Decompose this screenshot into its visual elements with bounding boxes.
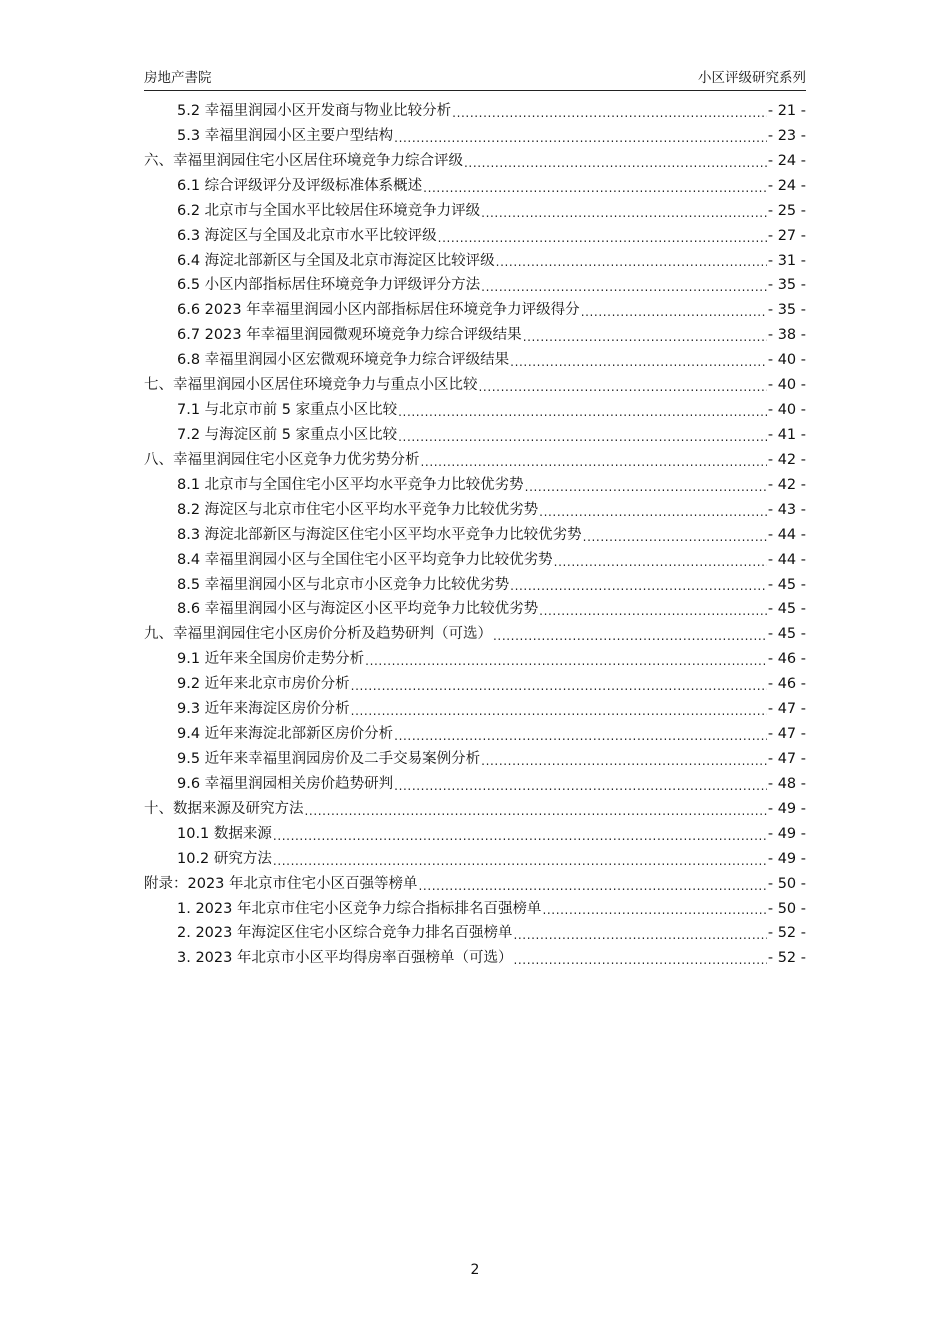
toc-entry-title: 附录：2023 年北京市住宅小区百强等榜单 (144, 875, 418, 892)
toc-entry-page: - 49 - (767, 825, 806, 842)
toc-leader-dots (510, 348, 767, 373)
toc-entry-title: 9.3 近年来海淀区房价分析 (177, 701, 350, 718)
toc-entry[interactable] (144, 199, 806, 224)
toc-entry-page: - 27 - (767, 227, 806, 244)
toc-entry-page: - 46 - (767, 676, 806, 693)
toc-entry[interactable] (144, 697, 806, 722)
toc-entry-title: 6.1 综合评级评分及评级标准体系概述 (177, 177, 423, 194)
toc-entry-page: - 42 - (767, 476, 806, 493)
toc-entry[interactable] (144, 772, 806, 797)
toc-entry-title: 六、幸福里润园住宅小区居住环境竞争力综合评级 (144, 152, 463, 169)
toc-entry-title: 八、幸福里润园住宅小区竞争力优劣势分析 (144, 451, 420, 468)
toc-entry-title: 5.3 幸福里润园小区主要户型结构 (177, 127, 394, 144)
toc-entry-title: 5.2 幸福里润园小区开发商与物业比较分析 (177, 103, 452, 119)
toc-entry-title: 2. 2023 年海淀区住宅小区综合竞争力排名百强榜单 (177, 925, 513, 942)
toc-entry-page: - 24 - (767, 177, 806, 194)
toc-leader-dots (513, 946, 766, 971)
toc-entry-page: - 44 - (767, 526, 806, 543)
toc-entry-page: - 40 - (767, 352, 806, 369)
page-number: 2 (470, 1262, 480, 1278)
toc-entry[interactable] (144, 872, 806, 897)
toc-entry-page: - 42 - (767, 451, 806, 468)
toc-entry[interactable] (144, 124, 806, 149)
toc-leader-dots (394, 722, 767, 747)
toc-entry-page: - 52 - (767, 950, 806, 967)
toc-leader-dots (464, 149, 767, 174)
toc-entry[interactable] (144, 548, 806, 573)
toc-entry-page: - 31 - (767, 252, 806, 269)
header-series: 小区评级研究系列 (698, 70, 806, 86)
toc-leader-dots (351, 697, 767, 722)
toc-leader-dots (583, 523, 767, 548)
toc-entry-page: - 46 - (767, 651, 806, 668)
toc-entry-title: 6.4 海淀北部新区与全国及北京市海淀区比较评级 (177, 252, 495, 269)
toc-entry-page: - 21 - (767, 103, 806, 119)
toc-leader-dots (479, 373, 767, 398)
toc-entry-title: 十、数据来源及研究方法 (144, 800, 304, 817)
toc-leader-dots (539, 498, 767, 523)
toc-entry[interactable] (144, 523, 806, 548)
toc-entry-title: 6.5 小区内部指标居住环境竞争力评级评分方法 (177, 277, 481, 294)
toc-entry-title: 6.7 2023 年幸福里润园微观环境竞争力综合评级结果 (177, 327, 522, 344)
toc-entry-page: - 44 - (767, 551, 806, 568)
toc-entry[interactable] (144, 847, 806, 872)
page-header (144, 66, 806, 91)
table-of-contents (144, 99, 806, 971)
toc-entry-page: - 48 - (767, 775, 806, 792)
toc-entry-title: 九、幸福里润园住宅小区房价分析及趋势研判（可选） (144, 626, 492, 643)
toc-entry[interactable] (144, 897, 806, 922)
toc-leader-dots (525, 473, 767, 498)
toc-entry[interactable] (144, 174, 806, 199)
toc-entry-title: 9.2 近年来北京市房价分析 (177, 676, 350, 693)
toc-entry[interactable] (144, 672, 806, 697)
toc-entry[interactable] (144, 224, 806, 249)
toc-entry[interactable] (144, 99, 806, 124)
toc-entry-title: 9.4 近年来海淀北部新区房价分析 (177, 726, 394, 743)
toc-leader-dots (394, 772, 767, 797)
toc-entry[interactable] (144, 622, 806, 647)
toc-entry[interactable] (144, 473, 806, 498)
toc-entry[interactable] (144, 323, 806, 348)
toc-entry[interactable] (144, 373, 806, 398)
toc-leader-dots (421, 448, 767, 473)
toc-entry-title: 9.1 近年来全国房价走势分析 (177, 651, 365, 668)
toc-entry[interactable] (144, 921, 806, 946)
toc-entry-page: - 45 - (767, 626, 806, 643)
toc-entry-title: 8.6 幸福里润园小区与海淀区小区平均竞争力比较优劣势 (177, 601, 539, 618)
toc-leader-dots (542, 897, 766, 922)
toc-entry[interactable] (144, 423, 806, 448)
toc-entry-title: 8.1 北京市与全国住宅小区平均水平竞争力比较优劣势 (177, 476, 524, 493)
toc-leader-dots (305, 797, 767, 822)
toc-entry[interactable] (144, 149, 806, 174)
toc-entry[interactable] (144, 597, 806, 622)
toc-leader-dots (351, 672, 767, 697)
toc-entry-page: - 38 - (767, 327, 806, 344)
header-publisher: 房地产書院 (144, 70, 212, 86)
toc-entry-title: 3. 2023 年北京市小区平均得房率百强榜单（可选） (177, 950, 513, 967)
toc-entry-title: 7.2 与海淀区前 5 家重点小区比较 (177, 426, 398, 443)
toc-leader-dots (539, 597, 767, 622)
toc-entry-page: - 45 - (767, 576, 806, 593)
toc-entry[interactable] (144, 722, 806, 747)
toc-entry-page: - 24 - (767, 152, 806, 169)
toc-entry[interactable] (144, 273, 806, 298)
toc-leader-dots (452, 99, 767, 124)
toc-entry-title: 6.6 2023 年幸福里润园小区内部指标居住环境竞争力评级得分 (177, 302, 580, 319)
toc-entry[interactable] (144, 448, 806, 473)
toc-leader-dots (513, 921, 766, 946)
toc-entry-page: - 25 - (767, 202, 806, 219)
toc-entry[interactable] (144, 573, 806, 598)
toc-entry-page: - 45 - (767, 601, 806, 618)
toc-entry-page: - 50 - (767, 900, 806, 917)
toc-leader-dots (273, 822, 767, 847)
toc-entry-title: 8.4 幸福里润园小区与全国住宅小区平均竞争力比较优劣势 (177, 551, 553, 568)
toc-entry-title: 10.2 研究方法 (177, 850, 272, 867)
toc-entry[interactable] (144, 249, 806, 274)
toc-entry[interactable] (144, 946, 806, 971)
toc-leader-dots (438, 224, 767, 249)
toc-entry-page: - 47 - (767, 726, 806, 743)
toc-leader-dots (481, 747, 767, 772)
toc-entry-page: - 35 - (767, 302, 806, 319)
toc-leader-dots (510, 573, 767, 598)
toc-entry-page: - 41 - (767, 426, 806, 443)
toc-entry[interactable] (144, 298, 806, 323)
toc-entry-title: 8.3 海淀北部新区与海淀区住宅小区平均水平竞争力比较优劣势 (177, 526, 582, 543)
toc-leader-dots (554, 548, 767, 573)
toc-entry-title: 7.1 与北京市前 5 家重点小区比较 (177, 402, 398, 419)
toc-entry[interactable] (144, 498, 806, 523)
toc-entry-page: - 49 - (767, 800, 806, 817)
toc-entry[interactable] (144, 747, 806, 772)
toc-entry-page: - 50 - (767, 875, 806, 892)
toc-leader-dots (581, 298, 767, 323)
toc-entry-title: 10.1 数据来源 (177, 825, 272, 842)
toc-entry-page: - 43 - (767, 501, 806, 518)
toc-entry[interactable] (144, 348, 806, 373)
toc-entry-page: - 52 - (767, 925, 806, 942)
toc-entry-title: 七、幸福里润园小区居住环境竞争力与重点小区比较 (144, 377, 478, 394)
toc-entry-page: - 23 - (767, 127, 806, 144)
toc-leader-dots (523, 323, 767, 348)
toc-entry[interactable] (144, 398, 806, 423)
toc-entry-page: - 40 - (767, 377, 806, 394)
toc-entry-page: - 47 - (767, 750, 806, 767)
toc-leader-dots (481, 273, 767, 298)
toc-entry-title: 1. 2023 年北京市住宅小区竞争力综合指标排名百强榜单 (177, 900, 542, 917)
toc-entry-page: - 47 - (767, 701, 806, 718)
toc-entry-title: 8.2 海淀区与北京市住宅小区平均水平竞争力比较优劣势 (177, 501, 539, 518)
toc-entry-title: 9.5 近年来幸福里润园房价及二手交易案例分析 (177, 750, 481, 767)
toc-entry[interactable] (144, 797, 806, 822)
toc-entry-title: 8.5 幸福里润园小区与北京市小区竞争力比较优劣势 (177, 576, 510, 593)
toc-entry-title: 6.2 北京市与全国水平比较居住环境竞争力评级 (177, 202, 481, 219)
toc-entry-title: 6.8 幸福里润园小区宏微观环境竞争力综合评级结果 (177, 352, 510, 369)
toc-entry[interactable] (144, 822, 806, 847)
toc-leader-dots (493, 622, 767, 647)
toc-entry-page: - 35 - (767, 277, 806, 294)
toc-leader-dots (394, 124, 767, 149)
toc-leader-dots (423, 174, 767, 199)
toc-entry-page: - 40 - (767, 402, 806, 419)
toc-leader-dots (481, 199, 767, 224)
toc-leader-dots (398, 398, 767, 423)
toc-entry-title: 6.3 海淀区与全国及北京市水平比较评级 (177, 227, 437, 244)
toc-leader-dots (365, 647, 767, 672)
toc-entry[interactable] (144, 647, 806, 672)
toc-entry-title: 9.6 幸福里润园相关房价趋势研判 (177, 775, 394, 792)
toc-leader-dots (273, 847, 767, 872)
toc-entry-page: - 49 - (767, 850, 806, 867)
toc-leader-dots (419, 872, 767, 897)
toc-leader-dots (398, 423, 767, 448)
toc-leader-dots (496, 249, 767, 274)
